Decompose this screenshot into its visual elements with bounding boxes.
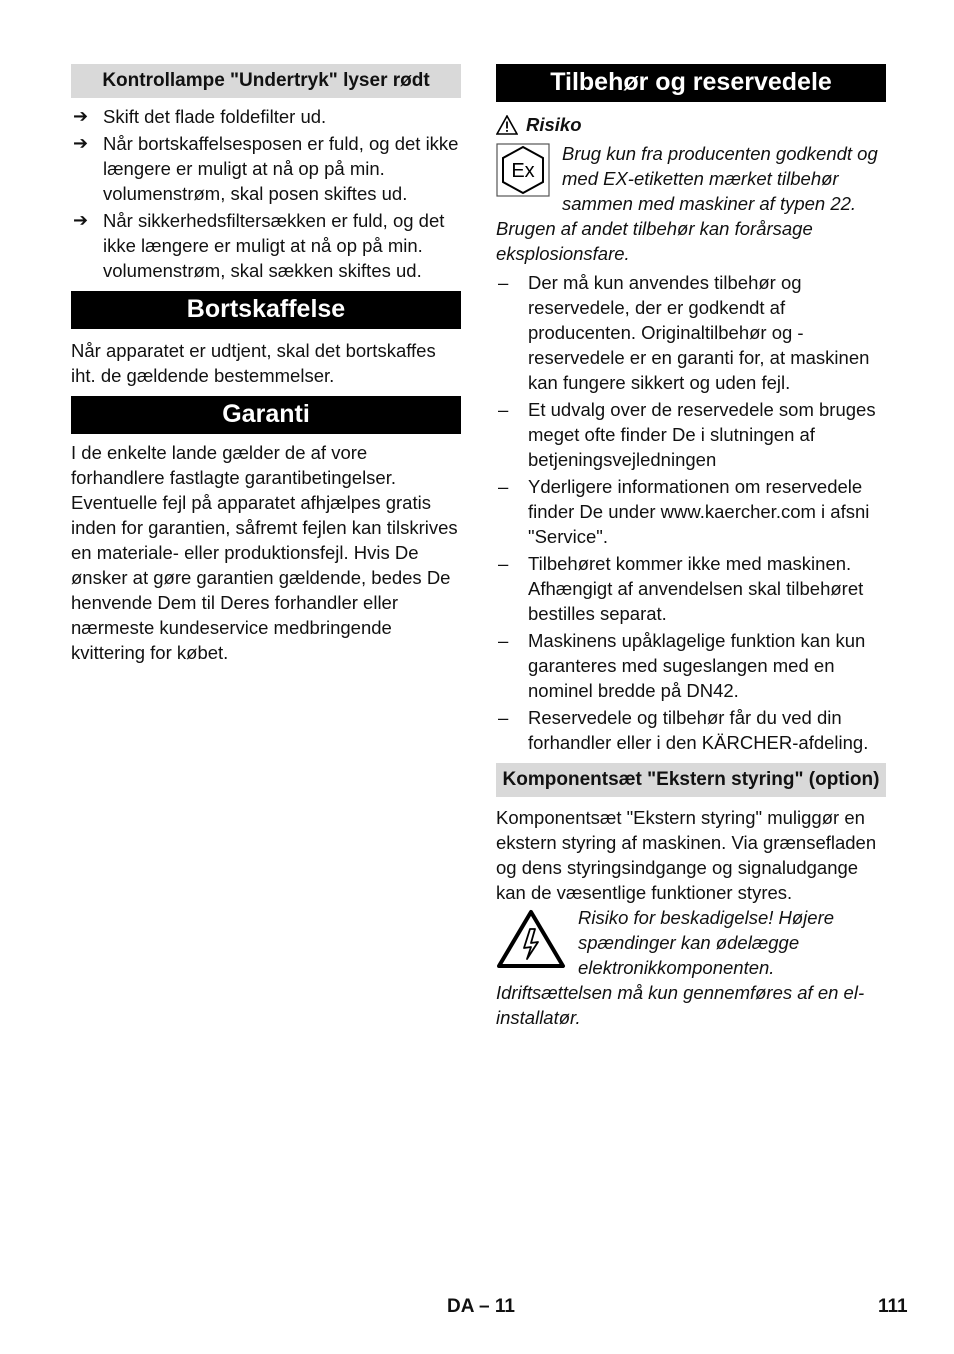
list-item: – Tilbehøret kommer ikke med maskinen. Afhængigt af anvendelsen skal tilbehøret bestilles separat. — [498, 553, 864, 624]
lamp-heading: Kontrollampe "Undertryk" lyser rødt — [71, 64, 461, 98]
lamp-list — [71, 104, 461, 283]
list-item: – Reservedele og tilbehør får du ved din forhandler eller i den KÄRCHER-afdeling. — [498, 707, 869, 753]
accessories-heading: Tilbehør og reservedele — [496, 64, 886, 102]
list-item: ➔ Når sikkerhedsfiltersækken er fuld, og det ikke længere er muligt at nå op på min. volumenstrøm, skal sækken skiftes ud. — [73, 210, 445, 281]
page-number: 111 — [878, 1296, 908, 1317]
ex-risk-block — [496, 141, 886, 266]
list-item: ➔ Skift det flade foldefilter ud. — [73, 106, 327, 127]
disposal-text: Når apparatet er udtjent, skal det bortskaffes iht. de gældende bestemmelser. — [71, 340, 436, 386]
warranty-text: I de enkelte lande gælder de af vore forhandlere fastlagte garantibetingelser. Eventuelle fejl på apparatet afhjælpes gratis inden for garantien, såfremt fejlen kan tilskrives en materiale- eller produktionsfejl. Hvis De ønsker at gøre garantien gældende, bedes De henvende Dem til Deres forhandler eller nærmeste kundeservice medbringende kvittering for købet. — [71, 442, 458, 663]
ex-explosion-icon — [496, 143, 550, 197]
section-number: DA – 11 — [447, 1296, 515, 1317]
component-heading: Komponentsæt "Ekstern styring" (option) — [496, 763, 886, 797]
right-column — [496, 64, 886, 1030]
list-item: – Yderligere informationen om reservedele finder De under www.kaercher.com i afsni "Service". — [498, 476, 870, 547]
arrow-icon: ➔ — [73, 106, 89, 127]
left-column — [71, 64, 461, 665]
ex-risk-text: Brug kun fra producenten godkendt og med EX-etiketten mærket tilbehør sammen med maskiner af typen 22. Brugen af andet tilbehør kan forårsage eksplosionsfare. — [496, 143, 878, 264]
arrow-icon: ➔ — [73, 133, 89, 154]
accessories-list — [496, 270, 886, 755]
disposal-heading: Bortskaffelse — [71, 291, 461, 329]
damage-risk-block — [496, 905, 886, 1030]
list-item: – Maskinens upåklagelige funktion kan kun garanteres med sugeslangen med en nominel bredde på DN42. — [498, 630, 866, 701]
arrow-icon: ➔ — [73, 210, 89, 231]
damage-risk-text: Risiko for beskadigelse! Højere spændinger kan ødelægge elektronikkomponenten. Idriftsættelsen må kun gennemføres af en el-installatør. — [496, 907, 865, 1028]
svg-text:Ex: Ex — [511, 160, 535, 182]
risk-label: Risiko — [496, 112, 886, 137]
component-text: Komponentsæt "Ekstern styring" muliggør en ekstern styring af maskinen. Via grænsefladen og dens styringsindgange og signaludgange kan de væsentlige funktioner styres. — [496, 807, 877, 903]
warranty-heading: Garanti — [71, 396, 461, 434]
list-item: – Et udvalg over de reservedele som bruges meget ofte finder De i slutningen af betjeningsvejledningen — [498, 399, 876, 470]
warning-triangle-icon — [496, 115, 518, 135]
list-item: ➔ Når bortskaffelsesposen er fuld, og det ikke længere er muligt at nå op på min. volumenstrøm, skal posen skiftes ud. — [73, 133, 459, 204]
high-voltage-warning-icon — [496, 909, 566, 969]
list-item: – Der må kun anvendes tilbehør og reservedele, der er godkendt af producenten. Originaltilbehør og -reservedele er en garanti for, at maskinen kan fungere sikkert og uden fejl. — [498, 272, 870, 393]
